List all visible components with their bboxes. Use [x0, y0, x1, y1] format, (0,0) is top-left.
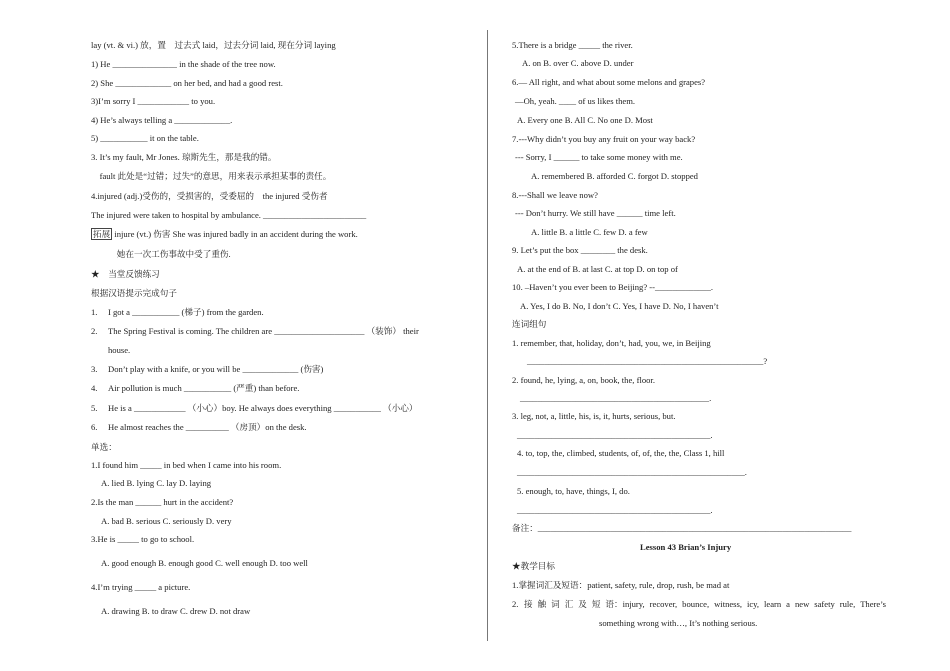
extension-line	[91, 229, 358, 240]
translation-line: 她在一次工伤事故中受了重伤.	[91, 249, 231, 259]
question-line: --- Sorry, I ______ to take some money with me.	[515, 152, 683, 162]
question-line: 2. found, he, lying, a, on, book, the, floor.	[512, 375, 655, 385]
lesson-title: Lesson 43 Brian’s Injury	[640, 542, 732, 552]
exercise-line: 1) He _______________ in the shade of the tree now.	[91, 59, 276, 69]
question-line: 4. to, top, the, climbed, students, of, of, the, the, Class 1, hill	[517, 448, 725, 458]
vocab-fault-heading: 3. It’s my fault, Mr Jones. 琼斯先生，那是我的错。	[91, 152, 277, 162]
numbered-item-text: The Spring Festival is coming. The children are _____________________ （装饰） their	[108, 326, 419, 336]
question-line: 1.I found him _____ in bed when I came into his room.	[91, 460, 282, 470]
numbered-item: 1. I got a ___________ (梯子) from the garden.	[91, 307, 264, 317]
options-line: A. Every one B. All C. No one D. Most	[517, 115, 653, 125]
vocab-note: fault 此处是“过错；过失”的意思，用来表示承担某事的责任。	[91, 171, 332, 181]
question-line: 7.---Why didn’t you buy any fruit on your way back?	[512, 134, 696, 144]
exercise-line: 4) He’s always telling a _____________.	[91, 115, 233, 125]
question-line: —Oh, yeah. ____ of us likes them.	[515, 96, 636, 106]
objective-line-justified: 接 触 词 汇 及 短 语：injury, recover, bounce, witness, icy, learn a new safety rule, There’s	[524, 599, 886, 609]
section-heading: ★ 当堂反馈练习	[91, 269, 160, 279]
section-heading: 单选：	[91, 442, 117, 452]
question-line: 2.Is the man ______ hurt in the accident?	[91, 497, 234, 507]
numbered-item: 6. He almost reaches the __________ （房顶）on the desk.	[91, 422, 307, 432]
objective-line: 1.掌握词汇及短语：patient, safety, rule, drop, rush, be mad at	[512, 580, 730, 590]
objective-continuation: something wrong with…, It’s nothing serious.	[599, 618, 758, 628]
options-line: A. drawing B. to draw C. drew D. not draw	[101, 606, 251, 616]
column-divider	[487, 30, 488, 641]
example-sentence: The injured were taken to hospital by ambulance. ________________________	[91, 210, 367, 220]
vocab-lay-heading: lay (vt. & vi.) 放，置 过去式 laid，过去分词 laid, 现在分词 laying	[91, 40, 336, 50]
extension-badge: 拓展	[93, 229, 111, 239]
options-line: A. at the end of B. at last C. at top D. on top of	[517, 264, 678, 274]
section-heading: ★教学目标	[512, 561, 555, 571]
question-line: 9. Let’s put the box ________ the desk.	[512, 245, 648, 255]
question-line: --- Don’t hurry. We still have ______ time left.	[515, 208, 676, 218]
options-line: A. Yes, I do B. No, I don’t C. Yes, I have D. No, I haven’t	[520, 301, 719, 311]
options-line: A. good enough B. enough good C. well enough D. too well	[101, 558, 308, 568]
objective-number: 2.	[512, 599, 519, 609]
answer-line: ____________________________________________.	[520, 393, 712, 403]
question-line: 10. –Haven’t you ever been to Beijing? --_____________.	[512, 282, 714, 292]
item-number: 2.	[91, 326, 98, 336]
answer-line: _______________________________________________________?	[527, 356, 768, 366]
answer-line: _____________________________________________.	[517, 505, 713, 515]
item-continuation: house.	[108, 345, 131, 355]
remarks-line	[512, 523, 851, 534]
question-line: 8.---Shall we leave now?	[512, 190, 598, 200]
options-line: A. little B. a little C. few D. a few	[531, 227, 648, 237]
extension-text: injure (vt.) 伤害 She was injured badly in an accident during the work.	[114, 229, 358, 239]
exercise-line: 2) She _____________ on her bed, and had a good rest.	[91, 78, 283, 88]
right-column	[512, 0, 892, 671]
section-heading: 连词组句	[512, 319, 547, 329]
remarks-blank: _________________________________________________________________________	[537, 523, 852, 533]
question-line: 3. leg, not, a, little, his, is, it, hurts, serious, but.	[512, 411, 676, 421]
question-line: 4.I’m trying _____ a picture.	[91, 582, 191, 592]
left-column	[91, 0, 471, 671]
question-line: 6.— All right, and what about some melons and grapes?	[512, 77, 706, 87]
vocab-injured-heading: 4.injured (adj.)受伤的，受损害的，受委屈的 the injured 受伤者	[91, 191, 328, 201]
exercise-line: 3)I’m sorry I ____________ to you.	[91, 96, 216, 106]
exercise-line: 5) ___________ it on the table.	[91, 133, 199, 143]
options-line: A. lied B. lying C. lay D. laying	[101, 478, 212, 488]
numbered-item: 3. Don’t play with a knife, or you will be _____________ (伤害)	[91, 364, 324, 374]
question-line: 3.He is _____ to go to school.	[91, 534, 195, 544]
numbered-item: 4. Air pollution is much ___________ (严重) than before.	[91, 383, 300, 393]
question-line: 1. remember, that, holiday, don’t, had, you, we, in Beijing	[512, 338, 711, 348]
options-line: A. on B. over C. above D. under	[522, 58, 634, 68]
options-line: A. bad B. serious C. seriously D. very	[101, 516, 232, 526]
instruction-line: 根据汉语提示完成句子	[91, 288, 177, 298]
answer-line: _____________________________________________________.	[517, 467, 747, 477]
numbered-item: 5. He is a ____________ （小心）boy. He always does everything ___________ （小心）	[91, 403, 418, 413]
remarks-label: 备注：	[512, 523, 538, 533]
options-line: A. remembered B. afforded C. forgot D. stopped	[531, 171, 698, 181]
question-line: 5.There is a bridge _____ the river.	[512, 40, 633, 50]
answer-line: _____________________________________________.	[517, 430, 713, 440]
question-line: 5. enough, to, have, things, I, do.	[517, 486, 630, 496]
